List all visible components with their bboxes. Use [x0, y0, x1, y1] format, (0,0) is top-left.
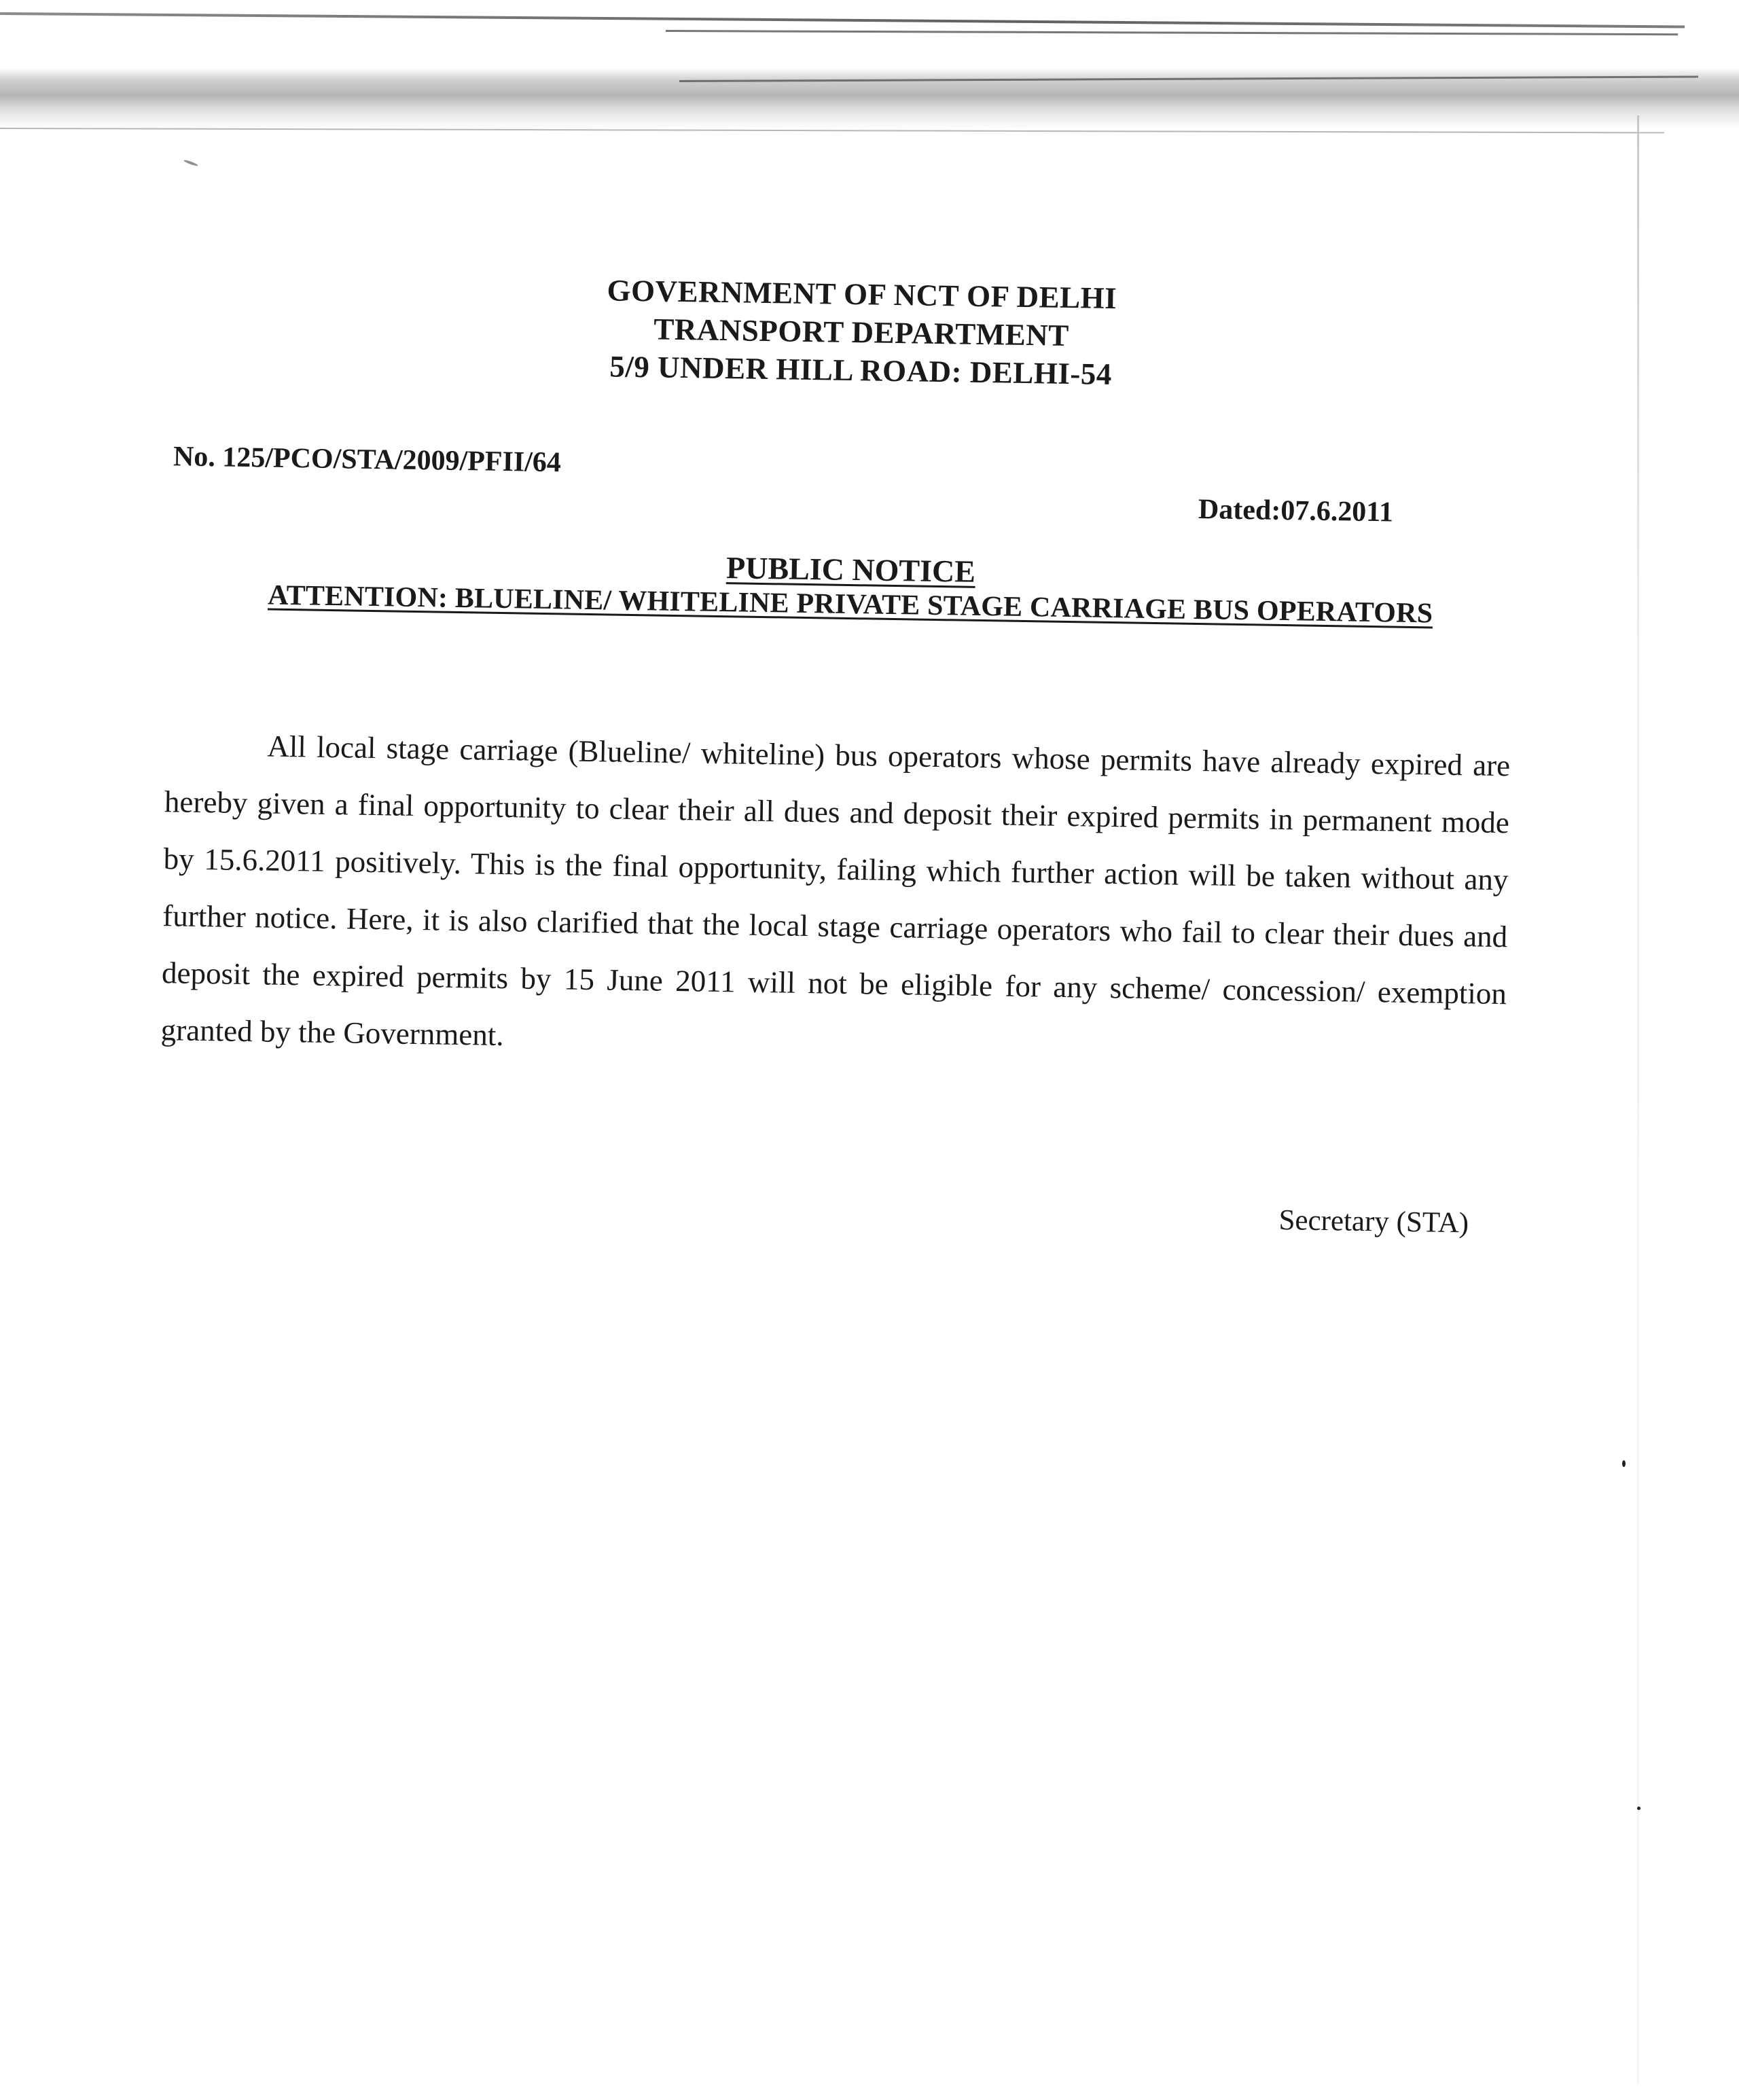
letterhead — [480, 269, 1243, 395]
notice-date: Dated:07.6.2011 — [1198, 494, 1394, 528]
notice-body: All local stage carriage (Blueline/ whiteline) bus operators whose permits have already expired are hereby given a final opportunity to clear their all dues and deposit their expired permits in permanent mode by 15.6.2011 positively. This is the final opportunity, failing which further action will be taken without any further notice. Here, it is also clarified that the local stage carriage operators who fail to clear their dues and deposit the expired permits by 15 June 2011 will not be eligible for any scheme/ concession/ exemption granted by the Government. — [160, 729, 1511, 1053]
notice-title: PUBLIC NOTICE — [725, 550, 976, 589]
letterhead-government: GOVERNMENT OF NCT OF DELHI — [607, 273, 1117, 316]
notice-attention-line: ATTENTION: BLUELINE/ WHITELINE PRIVATE STAGE CARRIAGE BUS OPERATORS — [267, 579, 1433, 630]
letterhead-department: TRANSPORT DEPARTMENT — [653, 312, 1070, 353]
letterhead-address: 5/9 UNDER HILL ROAD: DELHI-54 — [609, 349, 1113, 392]
signature-designation: Secretary (STA) — [1278, 1204, 1469, 1239]
reference-number: No. 125/PCO/STA/2009/PFII/64 — [173, 441, 562, 479]
